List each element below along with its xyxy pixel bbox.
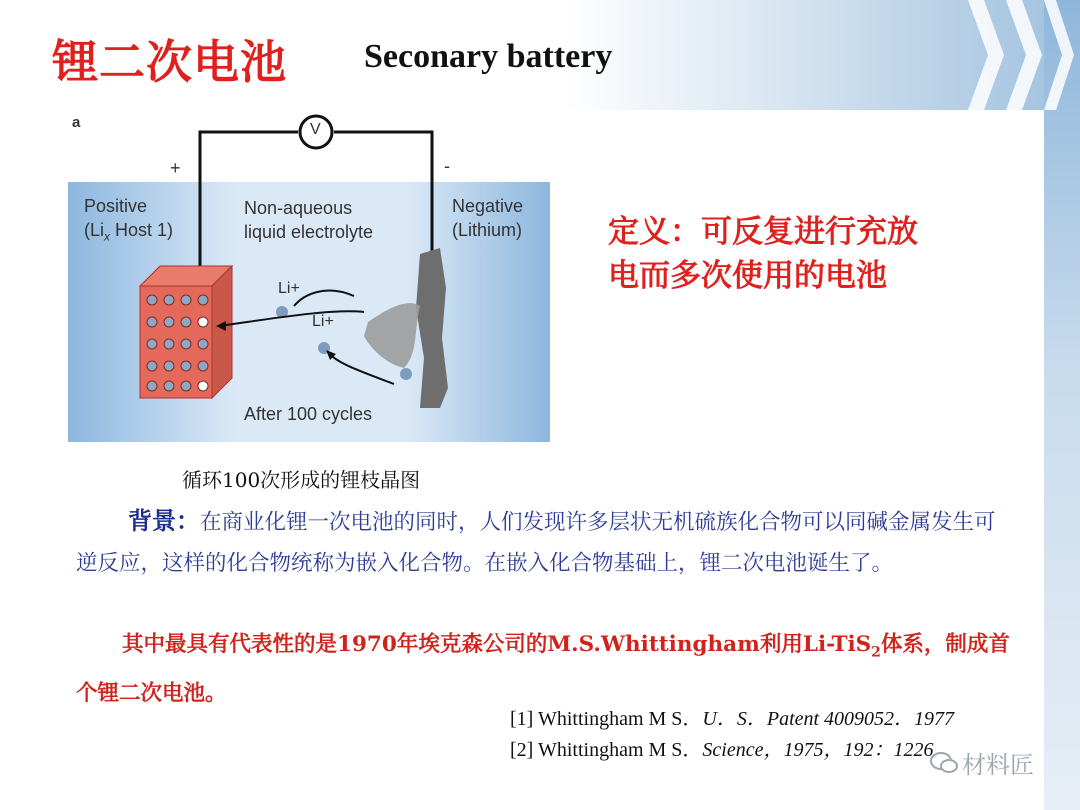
battery-diagram [68, 108, 550, 442]
reference-item: [2] Whittingham M S．Science，1975，192：1226 [510, 739, 934, 761]
definition-text: 定义：可反复进行充放 电而多次使用的电池 [608, 214, 918, 294]
slide-subtitle: Seconary battery [364, 38, 613, 75]
chevron-right-icon [968, 0, 1008, 110]
panel-label: a [72, 114, 81, 131]
wechat-icon [930, 751, 958, 775]
reference-item: [1] Whittingham M S．U．S．Patent 4009052．1977 [510, 708, 955, 730]
background-label: 背景： [128, 506, 200, 535]
references [510, 704, 954, 766]
slide-title: 锂二次电池 [52, 35, 287, 89]
highlight-paragraph: 其中最具有代表性的是1970年埃克森公司的M.S.Whittingham利用Li-TiS$_2$体系，制成首个锂二次电池。 [76, 632, 1010, 707]
minus-sign: - [444, 156, 450, 176]
electrolyte-label: Non-aqueous liquid electrolyte [244, 198, 374, 242]
watermark: 材料匠 [930, 745, 1034, 780]
li-ion-dot [400, 368, 412, 380]
battery-figure [68, 108, 550, 442]
figure-caption: 循环100次形成的锂枝晶图 [182, 468, 421, 492]
right-decor-band [1044, 0, 1080, 810]
background-paragraph: 背景：在商业化锂一次电池的同时，人们发现许多层状无机硫族化合物可以同碱金属发生可逆反应，这样的化合物统称为嵌入化合物。在嵌入化合物基础上，锂二次电池诞生了。 [76, 506, 996, 576]
ion-label: Li+ [312, 313, 334, 330]
chevron-right-icon [1006, 0, 1046, 110]
ion-label: Li+ [278, 280, 300, 297]
negative-label: Negative (Lithium) [452, 196, 524, 240]
cycles-label: After 100 cycles [244, 404, 373, 424]
positive-label: Positive ($Li_x$ Host 1) [84, 196, 174, 244]
plus-sign: + [170, 158, 181, 178]
voltmeter-label: V [310, 121, 321, 138]
chevron-right-icon [1044, 0, 1080, 110]
